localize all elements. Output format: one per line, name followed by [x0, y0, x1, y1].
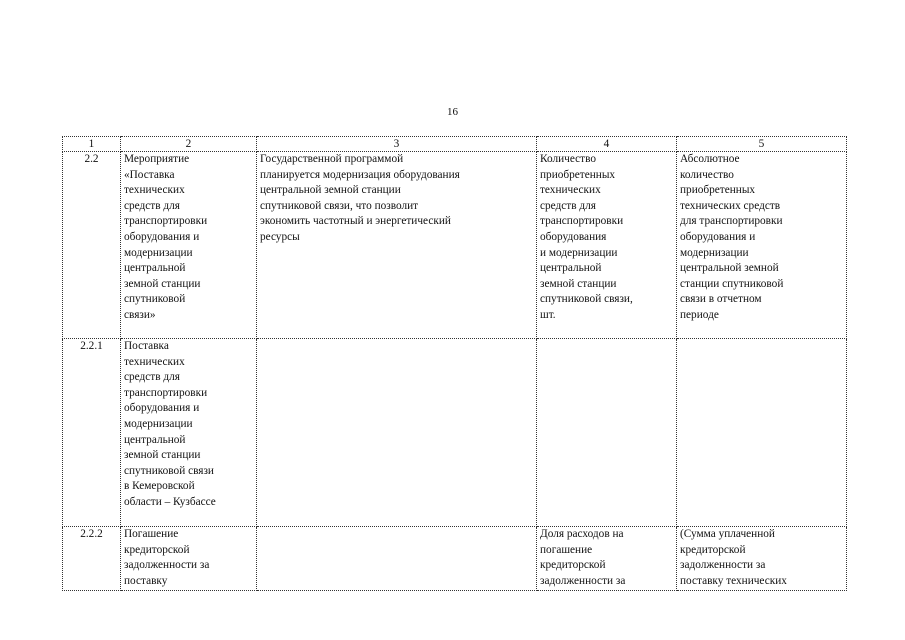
column-header-5: 5	[677, 137, 847, 152]
program-table	[62, 136, 847, 591]
event-text: Мероприятие «Поставка технических средств для транспортировки оборудования и модернизации центральной земной станции спутниковой связи»	[124, 153, 208, 321]
event-cell	[121, 527, 257, 591]
description-cell	[257, 152, 537, 339]
event-text: Поставка технических средств для транспортировки оборудования и модернизации центральной земной станции спутниковой связи в Кемеровской области – Кузбассе	[124, 340, 216, 508]
indicator-cell	[537, 339, 677, 527]
column-header-1: 1	[63, 137, 121, 152]
description-text: Государственной программой планируется модернизация оборудования центральной земной станции спутниковой связи, что позволит экономить частотный и энергетический ресурсы	[260, 153, 460, 243]
event-cell	[121, 339, 257, 527]
table-row	[63, 339, 847, 527]
indicator-text: Доля расходов на погашение кредиторской задолженности за	[540, 528, 626, 587]
column-header-3: 3	[257, 137, 537, 152]
row-number: 2.2.2	[63, 527, 121, 591]
table-row	[63, 152, 847, 339]
column-header-4: 4	[537, 137, 677, 152]
page-number: 16	[447, 106, 458, 118]
row-number: 2.2	[63, 152, 121, 339]
indicator-cell	[537, 527, 677, 591]
method-cell	[677, 527, 847, 591]
description-cell	[257, 339, 537, 527]
method-text: (Сумма уплаченной кредиторской задолженности за поставку технических	[680, 528, 787, 587]
method-cell	[677, 152, 847, 339]
method-text: Абсолютное количество приобретенных технических средств для транспортировки оборудования и модернизации центральной земной станции спутниковой связи в отчетном периоде	[680, 153, 784, 321]
event-cell	[121, 152, 257, 339]
event-text: Погашение кредиторской задолженности за поставку	[124, 528, 210, 587]
table-row	[63, 527, 847, 591]
indicator-cell	[537, 152, 677, 339]
description-cell	[257, 527, 537, 591]
indicator-text: Количество приобретенных технических средств для транспортировки оборудования и модернизации центральной земной станции спутниковой связи, шт.	[540, 153, 633, 321]
column-header-2: 2	[121, 137, 257, 152]
method-cell	[677, 339, 847, 527]
header-row	[63, 137, 847, 152]
row-number: 2.2.1	[63, 339, 121, 527]
